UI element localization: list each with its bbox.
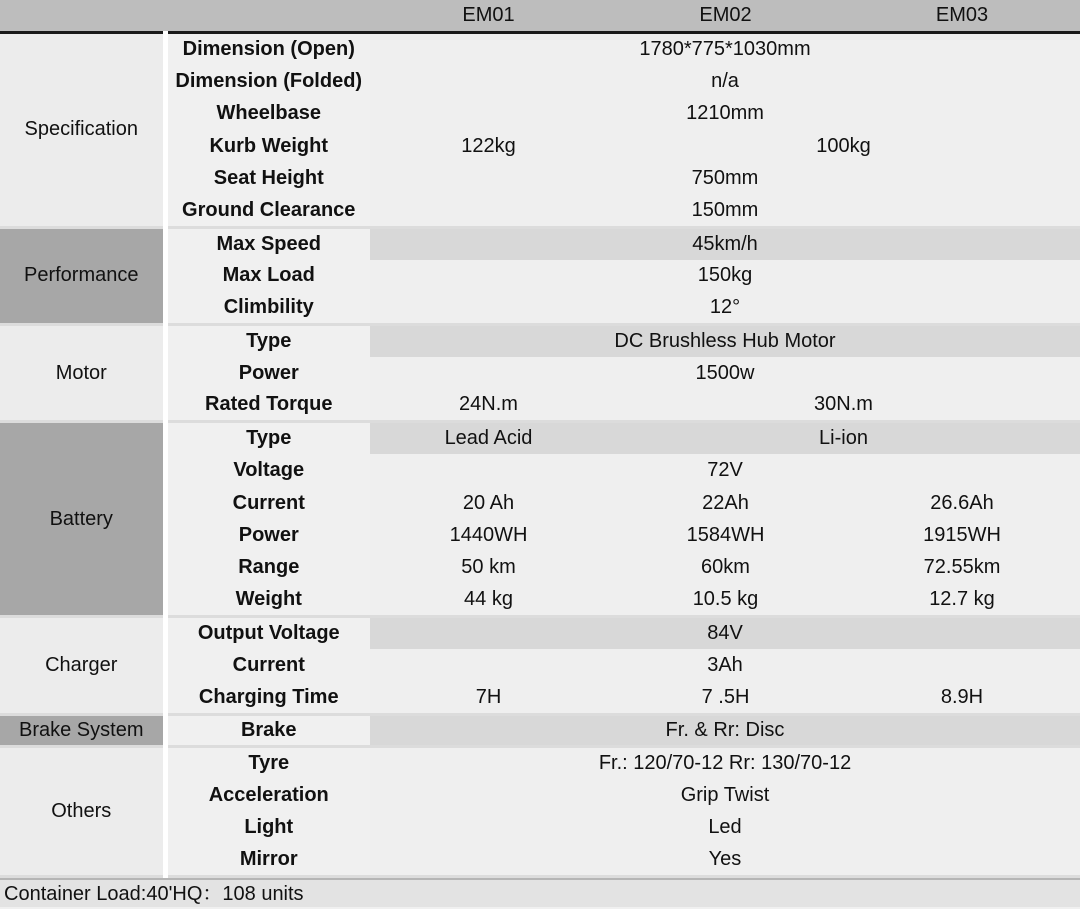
spec-label: Acceleration (165, 779, 370, 811)
spec-value: 1210mm (370, 97, 1080, 129)
spec-label: Dimension (Open) (165, 33, 370, 65)
spec-label: Max Load (165, 260, 370, 292)
spec-value: 12° (370, 292, 1080, 324)
spec-label: Light (165, 811, 370, 843)
spec-value: 20 Ah (370, 487, 607, 519)
table-row (0, 227, 1080, 259)
category-cell: Brake System (0, 714, 165, 746)
spec-label: Climbility (165, 292, 370, 324)
table-header (0, 0, 1080, 33)
spec-value: 8.9H (844, 682, 1080, 714)
spec-value: 24N.m (370, 389, 607, 421)
category-cell: Battery (0, 422, 165, 617)
spec-value: 100kg (607, 130, 1080, 162)
spec-label: Kurb Weight (165, 130, 370, 162)
container-load-footer: Container Load:40'HQ：108 units (0, 878, 1080, 907)
spec-label: Brake (165, 714, 370, 746)
table-body (0, 33, 1080, 877)
spec-value: Fr. & Rr: Disc (370, 714, 1080, 746)
model-header-em02: EM02 (607, 0, 844, 33)
spec-value: 1915WH (844, 519, 1080, 551)
spec-value: 3Ah (370, 649, 1080, 681)
spec-value: 84V (370, 617, 1080, 649)
header-blank-cell (0, 0, 165, 33)
spec-value: 1584WH (607, 519, 844, 551)
spec-value: 44 kg (370, 584, 607, 616)
spec-value: Li-ion (607, 422, 1080, 454)
category-cell: Motor (0, 325, 165, 422)
spec-label: Tyre (165, 746, 370, 778)
spec-value: Yes (370, 844, 1080, 877)
table-row (0, 617, 1080, 649)
spec-value: 7H (370, 682, 607, 714)
spec-label: Output Voltage (165, 617, 370, 649)
table-row (0, 422, 1080, 454)
spec-label: Power (165, 519, 370, 551)
category-cell: Specification (0, 33, 165, 228)
spec-value: 1780*775*1030mm (370, 33, 1080, 65)
spec-value: n/a (370, 65, 1080, 97)
spec-label: Max Speed (165, 227, 370, 259)
spec-value: 50 km (370, 552, 607, 584)
spec-value: 22Ah (607, 487, 844, 519)
spec-value: 12.7 kg (844, 584, 1080, 616)
spec-label: Range (165, 552, 370, 584)
spec-value: Led (370, 811, 1080, 843)
header-blank-cell (165, 0, 370, 33)
spec-label: Mirror (165, 844, 370, 877)
spec-value: DC Brushless Hub Motor (370, 325, 1080, 357)
category-cell: Others (0, 746, 165, 876)
spec-label: Ground Clearance (165, 195, 370, 227)
spec-value: 45km/h (370, 227, 1080, 259)
model-header-em03: EM03 (844, 0, 1080, 33)
category-cell: Charger (0, 617, 165, 714)
spec-label: Rated Torque (165, 389, 370, 421)
spec-label: Current (165, 487, 370, 519)
header-row (0, 0, 1080, 33)
spec-label: Current (165, 649, 370, 681)
spec-label: Type (165, 422, 370, 454)
spec-value: 10.5 kg (607, 584, 844, 616)
table-row (0, 325, 1080, 357)
spec-label: Voltage (165, 454, 370, 486)
table-row (0, 746, 1080, 778)
spec-value: 72.55km (844, 552, 1080, 584)
spec-value: 1500w (370, 357, 1080, 389)
spec-label: Weight (165, 584, 370, 616)
category-cell: Performance (0, 227, 165, 324)
spec-label: Charging Time (165, 682, 370, 714)
spec-value: 150mm (370, 195, 1080, 227)
spec-value: 150kg (370, 260, 1080, 292)
spec-value: 72V (370, 454, 1080, 486)
table-row (0, 714, 1080, 746)
spec-value: Grip Twist (370, 779, 1080, 811)
spec-value: Lead Acid (370, 422, 607, 454)
spec-label: Dimension (Folded) (165, 65, 370, 97)
spec-value: 750mm (370, 162, 1080, 194)
spec-label: Type (165, 325, 370, 357)
spec-label: Wheelbase (165, 97, 370, 129)
spec-label: Seat Height (165, 162, 370, 194)
spec-value: 60km (607, 552, 844, 584)
spec-value: 1440WH (370, 519, 607, 551)
spec-value: Fr.: 120/70-12 Rr: 130/70-12 (370, 746, 1080, 778)
spec-value: 30N.m (607, 389, 1080, 421)
spec-label: Power (165, 357, 370, 389)
spec-value: 7 .5H (607, 682, 844, 714)
model-header-em01: EM01 (370, 0, 607, 33)
spec-value: 122kg (370, 130, 607, 162)
spec-value: 26.6Ah (844, 487, 1080, 519)
table-row (0, 33, 1080, 65)
